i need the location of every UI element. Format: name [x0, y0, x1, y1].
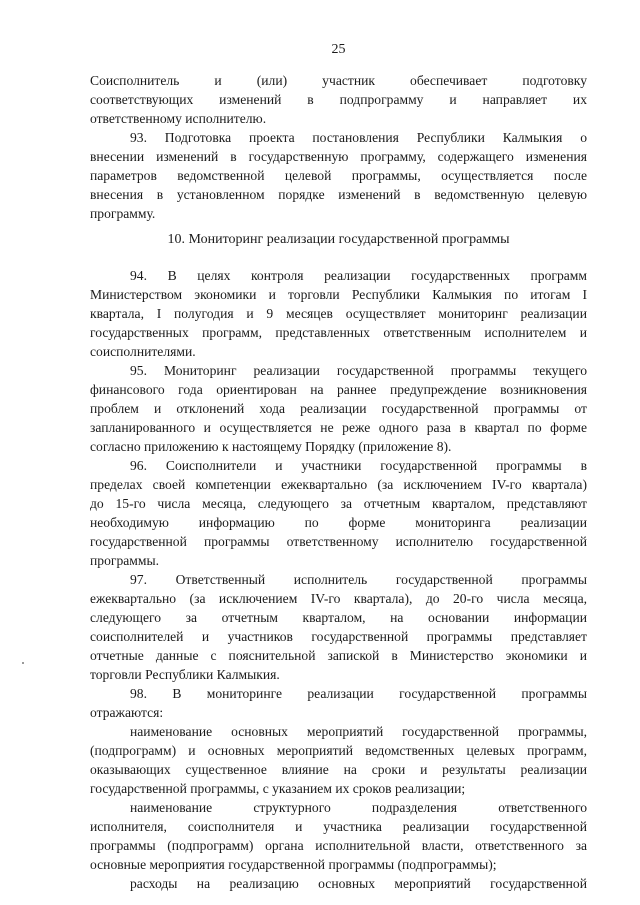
text-line: квартала, I полугодия и 9 месяцев осуществляет мониторинг реализации: [90, 306, 587, 321]
text-line: 98. В мониторинге реализации государственной программы: [130, 686, 587, 701]
text-line: 96. Соисполнители и участники государственной программы в: [130, 458, 587, 473]
text-line: Соисполнитель и (или) участник обеспечивает подготовку: [90, 73, 587, 88]
text-line: соответствующих изменений в подпрограмму и направляет их: [90, 92, 587, 107]
text-line: оказывающих существенное влияние на сроки и результаты реализации: [90, 762, 587, 777]
text-line: основные мероприятия государственной программы (подпрограммы);: [90, 857, 497, 872]
text-line: государственной программы ответственному исполнителю государственной: [90, 534, 587, 549]
text-line: следующего за отчетным кварталом, на основании информации: [90, 610, 587, 625]
text-line: внесении изменений в государственную программу, содержащего изменения: [90, 149, 587, 164]
margin-mark: [22, 662, 24, 664]
text-line: ежеквартально (за исключением IV-го квартала), до 20-го числа месяца,: [90, 591, 587, 606]
text-block-continuation: [90, 71, 587, 223]
text-line: внесения в установленном порядке изменений в ведомственную целевую: [90, 187, 587, 202]
page-number: 25: [331, 42, 346, 57]
text-line: до 15-го числа месяца, следующего за отчетным кварталом, представляют: [90, 496, 587, 511]
text-line: наименование структурного подразделения ответственного: [130, 800, 587, 815]
text-line: соисполнителей и участников государственной программы представляет: [90, 629, 587, 644]
text-line: необходимую информацию по форме мониторинга реализации: [90, 515, 587, 530]
text-line: программу.: [90, 206, 156, 221]
text-line: пределах своей компетенции ежеквартально (за исключением IV-го квартала): [90, 477, 587, 492]
text-line: программы (подпрограмм) органа исполнительной власти, ответственного за: [90, 838, 587, 853]
text-line: проблем и отклонений хода реализации государственной программы от: [90, 401, 587, 416]
text-line: программы.: [90, 553, 160, 568]
text-line: Министерством экономики и торговли Республики Калмыкия по итогам I: [90, 287, 587, 302]
text-line: наименование основных мероприятий государственной программы,: [130, 724, 587, 739]
text-line: отражаются:: [90, 705, 164, 720]
text-line: государственной программы, с указанием их сроков реализации;: [90, 781, 466, 796]
text-line: расходы на реализацию основных мероприятий государственной: [130, 876, 587, 891]
text-line: согласно приложению к настоящему Порядку (приложение 8).: [90, 439, 452, 454]
text-line: 97. Ответственный исполнитель государственной программы: [130, 572, 587, 587]
text-line: (подпрограмм) и основных мероприятий ведомственных целевых программ,: [90, 743, 587, 758]
text-line: отчетные данные с пояснительной запиской в Министерство экономики и: [90, 648, 587, 663]
text-line: 93. Подготовка проекта постановления Республики Калмыкия о: [130, 130, 587, 145]
text-line: финансового года ориентирован на раннее предупреждение возникновения: [90, 382, 587, 397]
text-line: 95. Мониторинг реализации государственной программы текущего: [130, 363, 587, 378]
text-block-monitoring: [90, 266, 587, 893]
section-heading: 10. Мониторинг реализации государственной программы: [167, 232, 510, 247]
text-line: соисполнителями.: [90, 344, 196, 359]
text-line: запланированного и осуществляется не реже одного раза в квартал по форме: [90, 420, 587, 435]
text-line: параметров ведомственной целевой программы, осуществляется после: [90, 168, 587, 183]
text-line: государственных программ, представленных ответственным исполнителем и: [90, 325, 587, 340]
text-line: исполнителя, соисполнителя и участника реализации государственной: [90, 819, 587, 834]
text-line: торговли Республики Калмыкия.: [90, 667, 280, 682]
text-line: 94. В целях контроля реализации государственных программ: [130, 268, 587, 283]
text-line: ответственному исполнителю.: [90, 111, 267, 126]
